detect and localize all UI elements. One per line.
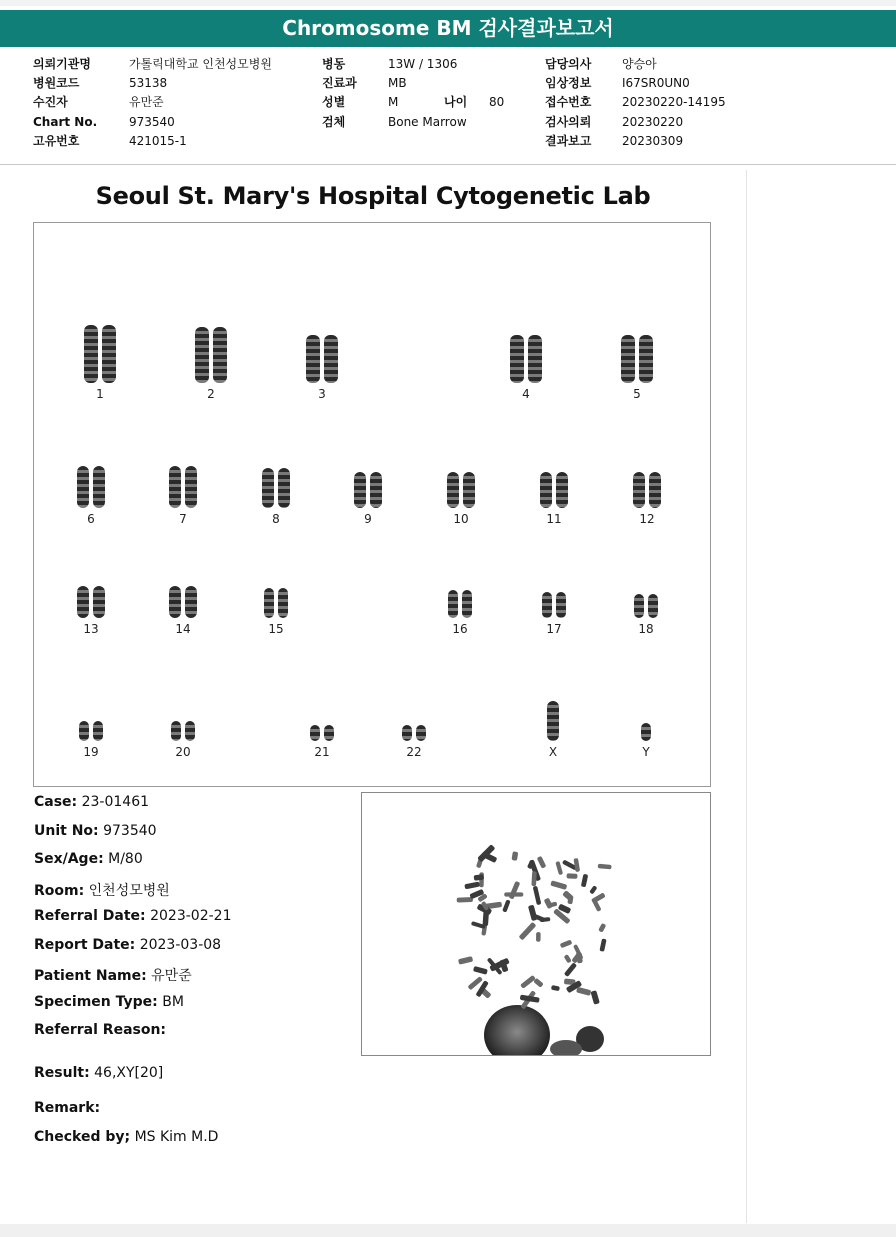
- chromosome-shape: [648, 594, 658, 618]
- report-date-label: Report Date:: [34, 936, 136, 953]
- case-label: Case:: [34, 794, 78, 810]
- room-value: 인천성모병원: [88, 882, 170, 899]
- info-value: M: [388, 95, 399, 110]
- info-label: 진료과: [322, 76, 357, 91]
- chromosome-label: 17: [546, 622, 562, 636]
- chromosome-shape: [448, 590, 458, 618]
- info-label: 임상정보: [545, 76, 592, 91]
- chromosome-shape: [77, 466, 89, 508]
- metaphase-chromosome: [457, 897, 473, 902]
- info-label: 검체: [322, 114, 346, 129]
- chromosome-pair-X: [523, 695, 583, 761]
- chromosome-pair-shapes: [246, 468, 306, 508]
- specimen-value: BM: [162, 993, 184, 1010]
- chromosome-shape: [633, 472, 645, 508]
- sexage-value: M/80: [108, 851, 143, 867]
- chromosome-pair-shapes: [617, 472, 677, 508]
- chromosome-label: X: [548, 745, 558, 759]
- metaphase-chromosome: [520, 975, 536, 989]
- metaphase-chromosome: [564, 954, 572, 963]
- window-bottom-strip: [0, 1224, 896, 1237]
- chromosome-shape: [93, 586, 105, 618]
- chromosome-pair-shapes: [246, 588, 306, 618]
- metaphase-spread-image: [361, 792, 711, 1056]
- chromosome-shape: [169, 466, 181, 508]
- info-label: 고유번호: [33, 133, 80, 148]
- info-column-3: [545, 55, 745, 151]
- chromosome-pair-shapes: [61, 586, 121, 618]
- metaphase-chromosome: [581, 874, 588, 888]
- chromosome-shape: [540, 472, 552, 508]
- chromosome-pair-9: [338, 466, 398, 528]
- chromosome-shape: [528, 335, 542, 383]
- chromosome-shape: [79, 721, 89, 741]
- chromosome-shape: [416, 725, 426, 741]
- chromosome-pair-22: [384, 719, 444, 761]
- chromosome-shape: [278, 588, 288, 618]
- metaphase-chromosome: [567, 873, 578, 879]
- specimen-label: Specimen Type:: [34, 993, 158, 1010]
- info-value: 양승아: [622, 57, 657, 71]
- unit-value: 973540: [103, 822, 157, 839]
- chromosome-shape: [447, 472, 459, 508]
- chromosome-shape: [621, 335, 635, 383]
- chromosome-shape: [634, 594, 644, 618]
- metaphase-chromosome: [551, 985, 560, 991]
- chromosome-shape: [262, 468, 274, 508]
- chromosome-pair-18: [616, 588, 676, 638]
- info-value: 가톨릭대학교 인천성모병원: [129, 57, 272, 71]
- metaphase-chromosome: [536, 932, 541, 942]
- chromosome-label: 9: [364, 512, 372, 526]
- chromosome-pair-6: [61, 460, 121, 528]
- checked-line: [34, 1129, 218, 1145]
- chromosome-label: 10: [453, 512, 469, 526]
- chromosome-pair-7: [153, 460, 213, 528]
- chromosome-pair-shapes: [384, 725, 444, 741]
- chromosome-pair-14: [153, 580, 213, 638]
- chromosome-label: 21: [314, 745, 330, 759]
- info-value: 20230220: [622, 114, 684, 129]
- chromosome-shape: [354, 472, 366, 508]
- chromosome-shape: [462, 590, 472, 618]
- chromosome-shape: [195, 327, 209, 383]
- referral-date-label: Referral Date:: [34, 908, 146, 924]
- metaphase-chromosome: [464, 882, 480, 890]
- info-value: 13W / 1306: [388, 57, 458, 71]
- chromosome-pair-13: [61, 580, 121, 638]
- chromosome-pair-shapes: [338, 472, 398, 508]
- chromosome-pair-10: [431, 466, 491, 528]
- chromosome-label: 18: [638, 622, 654, 636]
- info-value: 20230309: [622, 133, 684, 148]
- report-banner-title: Chromosome BM 검사결과보고서: [0, 10, 896, 47]
- result-label: Result:: [34, 1065, 90, 1081]
- metaphase-chromosome: [528, 905, 538, 922]
- chromosome-pair-2: [181, 321, 241, 403]
- chromosome-shape: [264, 588, 274, 618]
- chromosome-label: 20: [175, 745, 191, 759]
- info-value: 973540: [129, 114, 175, 129]
- unit-label: Unit No:: [34, 822, 99, 839]
- chromosome-label: 22: [406, 745, 422, 759]
- chromosome-label: 8: [272, 512, 280, 526]
- info-column-2: [322, 55, 532, 132]
- chromosome-label: 3: [318, 387, 326, 401]
- chromosome-pair-shapes: [61, 466, 121, 508]
- chromosome-pair-12: [617, 466, 677, 528]
- chromosome-label: 14: [175, 622, 191, 636]
- patient-name-label: Patient Name:: [34, 968, 147, 984]
- chromosome-shape: [169, 586, 181, 618]
- chromosome-pair-8: [246, 462, 306, 528]
- chromosome-pair-shapes: [524, 592, 584, 618]
- chromosome-pair-20: [153, 715, 213, 761]
- info-label: 접수번호: [545, 95, 592, 110]
- metaphase-chromosome: [599, 938, 606, 951]
- metaphase-chromosome: [598, 864, 612, 870]
- metaphase-chromosome: [592, 900, 601, 912]
- chromosome-shape: [213, 327, 227, 383]
- result-value: 46,XY[20]: [94, 1065, 164, 1081]
- metaphase-chromosome: [576, 987, 591, 996]
- chromosome-pair-shapes: [523, 701, 583, 741]
- chromosome-label: 13: [83, 622, 99, 636]
- chromosome-pair-17: [524, 586, 584, 638]
- info-label: Chart No.: [33, 114, 98, 129]
- remark-label: Remark:: [34, 1100, 101, 1116]
- metaphase-chromosome: [458, 956, 473, 965]
- chromosome-label: 19: [83, 745, 99, 759]
- age-value: 80: [489, 95, 505, 110]
- info-value: 유만준: [129, 95, 164, 110]
- chromosome-shape: [556, 592, 566, 618]
- info-label: 결과보고: [545, 133, 592, 148]
- patient-name-value: 유만준: [151, 968, 192, 984]
- chromosome-shape: [102, 325, 116, 383]
- metaphase-chromosome: [511, 851, 518, 861]
- metaphase-chromosome: [502, 899, 511, 912]
- chromosome-pair-shapes: [292, 335, 352, 383]
- info-column-1: [33, 55, 303, 151]
- chromosome-shape: [306, 335, 320, 383]
- chromosome-shape: [185, 466, 197, 508]
- chromosome-shape: [639, 335, 653, 383]
- chromosome-shape: [278, 468, 290, 508]
- chromosome-label: 4: [522, 387, 530, 401]
- age-label: 나이: [444, 95, 468, 110]
- info-label: 담당의사: [545, 57, 592, 71]
- metaphase-chromosome: [590, 990, 599, 1004]
- info-label: 검사의뢰: [545, 114, 592, 129]
- metaphase-chromosome: [598, 923, 606, 933]
- info-label: 성별: [322, 95, 346, 110]
- chromosome-pair-5: [607, 329, 667, 403]
- window-top-strip: [0, 0, 896, 6]
- info-label: 병원코드: [33, 76, 80, 91]
- info-label: 의뢰기관명: [33, 57, 91, 71]
- chromosome-pair-15: [246, 582, 306, 638]
- info-label: 병동: [322, 57, 346, 71]
- chromosome-shape: [77, 586, 89, 618]
- chromosome-shape: [547, 701, 559, 741]
- metaphase-chromosome: [533, 886, 542, 905]
- patient-details: [34, 794, 231, 1051]
- referral-date-value: 2023-02-21: [150, 908, 232, 924]
- chromosome-pair-3: [292, 329, 352, 403]
- chromosome-pair-21: [292, 719, 352, 761]
- chromosome-shape: [324, 335, 338, 383]
- chromosome-pair-shapes: [153, 586, 213, 618]
- chromosome-label: 15: [268, 622, 284, 636]
- chromosome-shape: [556, 472, 568, 508]
- chromosome-shape: [370, 472, 382, 508]
- remark-line: [34, 1100, 100, 1116]
- room-label: Room:: [34, 882, 85, 899]
- chromosome-shape: [649, 472, 661, 508]
- referral-reason-label: Referral Reason:: [34, 1022, 167, 1038]
- chromosome-pair-16: [430, 584, 490, 638]
- metaphase-chromosome: [550, 880, 567, 890]
- lab-title: Seoul St. Mary's Hospital Cytogenetic Lab: [95, 182, 651, 210]
- chromosome-pair-4: [496, 329, 556, 403]
- metaphase-chromosome: [560, 940, 573, 949]
- info-value: 20230220-14195: [622, 95, 726, 110]
- chromosome-pair-shapes: [153, 721, 213, 741]
- chromosome-shape: [185, 586, 197, 618]
- report-date-value: 2023-03-08: [139, 936, 222, 953]
- chromosome-label: 1: [96, 387, 104, 401]
- chromosome-pair-shapes: [496, 335, 556, 383]
- metaphase-chromosome: [509, 881, 521, 900]
- chromosome-shape: [185, 721, 195, 741]
- chromosome-shape: [93, 466, 105, 508]
- chromosome-pair-shapes: [70, 325, 130, 383]
- info-value: I67SR0UN0: [622, 76, 690, 91]
- chromosome-shape: [93, 721, 103, 741]
- chromosome-shape: [84, 325, 98, 383]
- metaphase-spread-graphic: [362, 793, 710, 1055]
- case-value: 23-01461: [81, 794, 150, 810]
- sexage-label: Sex/Age:: [34, 851, 104, 867]
- metaphase-chromosome: [473, 966, 488, 975]
- header-divider: [0, 164, 896, 165]
- metaphase-chromosome: [555, 861, 563, 875]
- chromosome-pair-shapes: [61, 721, 121, 741]
- chromosome-shape: [402, 725, 412, 741]
- chromosome-shape: [510, 335, 524, 383]
- chromosome-label: 11: [546, 512, 562, 526]
- checked-label: Checked by;: [34, 1129, 131, 1145]
- chromosome-shape: [310, 725, 320, 741]
- chromosome-label: 12: [639, 512, 655, 526]
- chromosome-pair-shapes: [181, 327, 241, 383]
- chromosome-pair-shapes: [292, 725, 352, 741]
- result-line: [34, 1065, 163, 1081]
- chromosome-shape: [641, 723, 651, 741]
- chromosome-pair-Y: [616, 717, 676, 761]
- info-value: 53138: [129, 76, 168, 91]
- chromosome-pair-shapes: [616, 594, 676, 618]
- chromosome-shape: [542, 592, 552, 618]
- chromosome-label: 5: [633, 387, 641, 401]
- metaphase-chromosome: [531, 871, 536, 886]
- chromosome-pair-19: [61, 715, 121, 761]
- chromosome-pair-shapes: [607, 335, 667, 383]
- chromosome-pair-11: [524, 466, 584, 528]
- chromosome-pair-shapes: [153, 466, 213, 508]
- chromosome-pair-shapes: [524, 472, 584, 508]
- chromosome-pair-1: [70, 319, 130, 403]
- metaphase-chromosome: [519, 922, 537, 941]
- chromosome-pair-shapes: [430, 590, 490, 618]
- chromosome-shape: [324, 725, 334, 741]
- metaphase-chromosome: [589, 885, 597, 894]
- info-value: Bone Marrow: [388, 114, 467, 129]
- checked-value: MS Kim M.D: [134, 1129, 219, 1145]
- chromosome-shape: [171, 721, 181, 741]
- chromosome-label: Y: [642, 745, 650, 759]
- info-value: MB: [388, 76, 407, 91]
- chromosome-label: 6: [87, 512, 95, 526]
- chromosome-pair-shapes: [431, 472, 491, 508]
- nucleus-shape: [484, 1005, 550, 1055]
- karyogram-panel: [33, 222, 711, 787]
- chromosome-shape: [463, 472, 475, 508]
- info-label: 수진자: [33, 95, 68, 110]
- chromosome-pair-shapes: [616, 723, 676, 741]
- info-value: 421015-1: [129, 133, 187, 148]
- chromosome-label: 7: [179, 512, 187, 526]
- chromosome-label: 2: [207, 387, 215, 401]
- chromosome-label: 16: [452, 622, 468, 636]
- metaphase-chromosome: [537, 856, 547, 869]
- metaphase-chromosome: [564, 962, 577, 977]
